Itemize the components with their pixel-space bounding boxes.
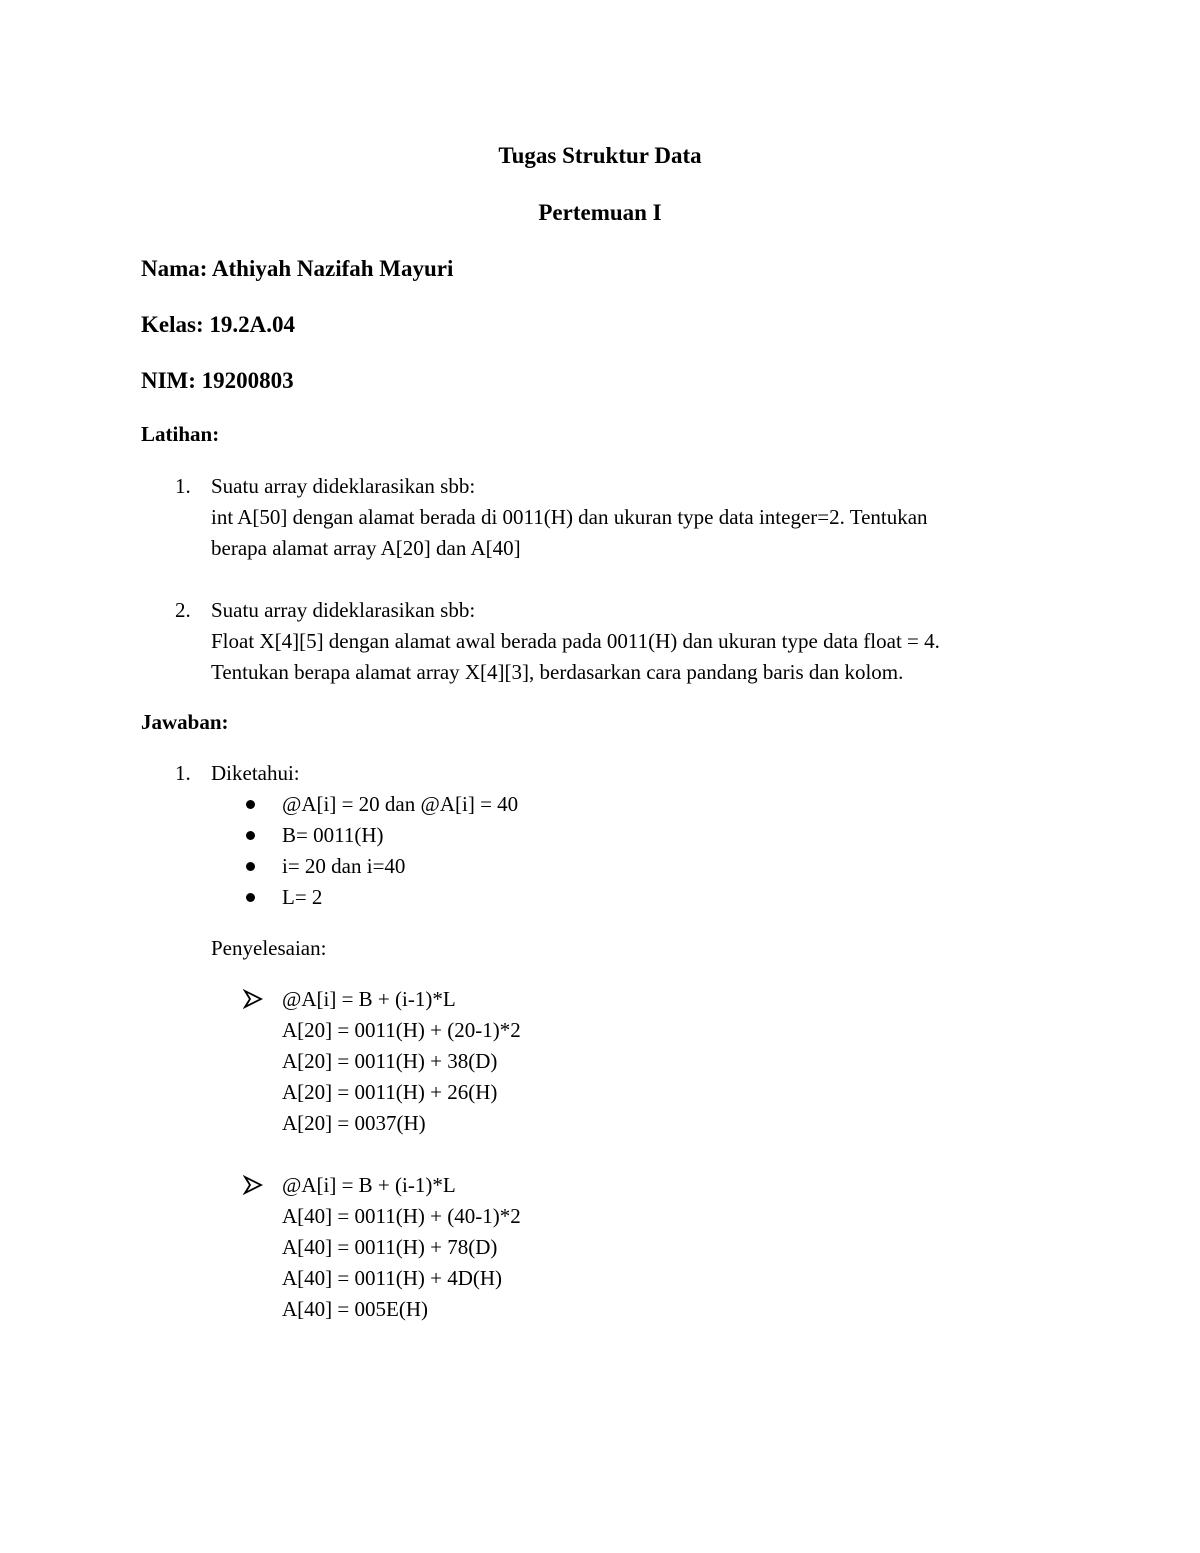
latihan-item-text: Tentukan berapa alamat array X[4][3], berdasarkan cara pandang baris dan kolom. <box>211 660 904 684</box>
diketahui-item: @A[i] = 20 dan @A[i] = 40 <box>282 792 519 816</box>
calculation-line: A[40] = 005E(H) <box>282 1297 428 1321</box>
latihan-item-number: 1. <box>175 474 191 498</box>
calculation-line: A[40] = 0011(H) + 78(D) <box>282 1235 498 1259</box>
diketahui-item: L= 2 <box>282 885 323 909</box>
bullet-icon <box>246 831 255 840</box>
bullet-icon <box>246 862 255 871</box>
diketahui-label: Diketahui: <box>211 761 300 785</box>
calculation-line: A[20] = 0011(H) + 26(H) <box>282 1080 498 1104</box>
calculation-line: A[40] = 0011(H) + 4D(H) <box>282 1266 503 1290</box>
latihan-heading: Latihan: <box>141 422 220 446</box>
calculation-line: A[20] = 0011(H) + 38(D) <box>282 1049 498 1073</box>
jawaban-item-number: 1. <box>175 761 191 785</box>
latihan-item-number: 2. <box>175 598 191 622</box>
calculation-line: A[20] = 0037(H) <box>282 1111 426 1135</box>
latihan-item-text: Suatu array dideklarasikan sbb: <box>211 474 476 498</box>
diketahui-item: B= 0011(H) <box>282 823 384 847</box>
bullet-icon <box>246 893 255 902</box>
diketahui-item: i= 20 dan i=40 <box>282 854 406 878</box>
arrowhead-bullet-icon <box>243 1175 263 1195</box>
arrowhead-bullet-icon <box>243 989 263 1009</box>
latihan-item-text: Float X[4][5] dengan alamat awal berada pada 0011(H) dan ukuran type data float = 4. <box>211 629 940 653</box>
calculation-line: A[40] = 0011(H) + (40-1)*2 <box>282 1204 521 1228</box>
latihan-item-text: berapa alamat array A[20] dan A[40] <box>211 536 521 560</box>
document-title: Tugas Struktur Data <box>498 143 702 168</box>
document-subtitle: Pertemuan I <box>538 200 662 225</box>
latihan-item-text: Suatu array dideklarasikan sbb: <box>211 598 476 622</box>
calculation-line: @A[i] = B + (i-1)*L <box>282 987 456 1011</box>
calculation-line: A[20] = 0011(H) + (20-1)*2 <box>282 1018 521 1042</box>
calculation-line: @A[i] = B + (i-1)*L <box>282 1173 456 1197</box>
student-class: Kelas: 19.2A.04 <box>141 312 295 337</box>
student-name: Nama: Athiyah Nazifah Mayuri <box>141 256 454 281</box>
latihan-item-text: int A[50] dengan alamat berada di 0011(H) dan ukuran type data integer=2. Tentukan <box>211 505 928 529</box>
student-nim: NIM: 19200803 <box>141 368 294 393</box>
bullet-icon <box>246 800 255 809</box>
penyelesaian-label: Penyelesaian: <box>211 936 327 960</box>
jawaban-heading: Jawaban: <box>141 710 229 734</box>
